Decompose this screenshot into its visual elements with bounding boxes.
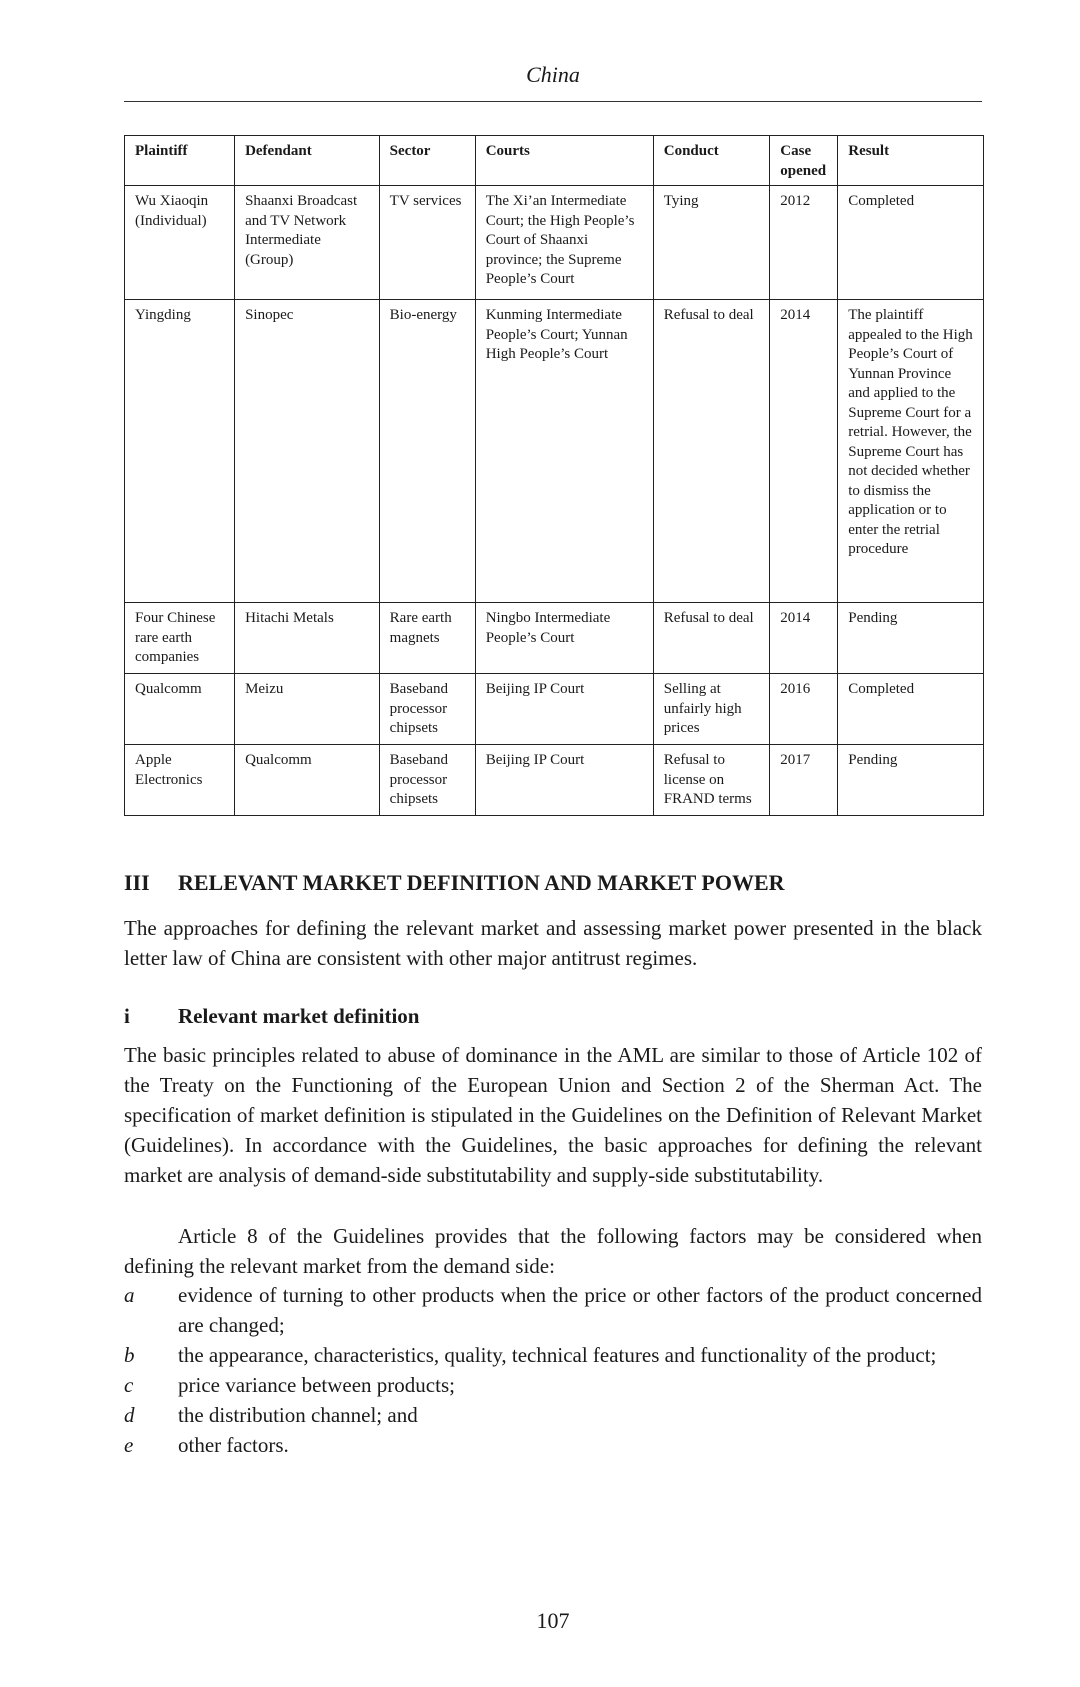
- table-row: [125, 745, 984, 816]
- header-courts: Courts: [475, 136, 653, 186]
- list-marker: b: [124, 1343, 135, 1367]
- cell-conduct: Refusal to deal: [653, 300, 770, 603]
- section-number: III: [124, 870, 150, 895]
- cell-conduct: Tying: [653, 186, 770, 300]
- cell-result: Completed: [838, 186, 984, 300]
- list-marker: a: [124, 1283, 135, 1307]
- list-item-text: evidence of turning to other products when the price or other factors of the product concerned are changed;: [178, 1283, 982, 1337]
- cell-defendant: Shaanxi Broadcast and TV Network Intermediate (Group): [235, 186, 380, 300]
- list-item-text: the appearance, characteristics, quality, technical features and functionality of the product;: [178, 1343, 937, 1367]
- table-header-row: [125, 136, 984, 186]
- table-row: [125, 300, 984, 603]
- cell-sector: Baseband processor chipsets: [379, 674, 475, 745]
- cases-table: [124, 135, 984, 816]
- cell-plaintiff: Yingding: [125, 300, 235, 603]
- body-paragraph-1: The basic principles related to abuse of dominance in the AML are similar to those of Article 102 of the Treaty on the Functioning of the European Union and Section 2 of the Sherman Act. The specification of market definition is stipulated in the Guidelines on the Definition of Relevant Market (Guidelines). In accordance with the Guidelines, the basic approaches for defining the relevant market are analysis of demand-side substitutability and supply-side substitutability.: [124, 1043, 982, 1187]
- header-defendant: Defendant: [235, 136, 380, 186]
- body-paragraph-2: Article 8 of the Guidelines provides that the following factors may be considered when defining the relevant market from the demand side:: [124, 1224, 982, 1278]
- header-rule: [124, 101, 982, 102]
- cell-courts: The Xi’an Intermediate Court; the High People’s Court of Shaanxi province; the Supreme People’s Court: [475, 186, 653, 300]
- list-item: [124, 1370, 982, 1400]
- running-head: China: [526, 62, 580, 87]
- cell-case-opened: 2017: [770, 745, 838, 816]
- cell-conduct: Refusal to license on FRAND terms: [653, 745, 770, 816]
- list-marker: e: [124, 1433, 134, 1457]
- cell-plaintiff: Qualcomm: [125, 674, 235, 745]
- cell-conduct: Refusal to deal: [653, 603, 770, 674]
- section-heading: [124, 870, 982, 896]
- list-marker: c: [124, 1373, 134, 1397]
- cell-case-opened: 2016: [770, 674, 838, 745]
- cell-defendant: Sinopec: [235, 300, 380, 603]
- list-item: [124, 1280, 982, 1340]
- table-row: [125, 674, 984, 745]
- cell-sector: Rare earth magnets: [379, 603, 475, 674]
- cell-plaintiff: Four Chinese rare earth companies: [125, 603, 235, 674]
- list-item: [124, 1400, 982, 1430]
- cell-sector: Baseband processor chipsets: [379, 745, 475, 816]
- list-item: [124, 1340, 982, 1370]
- section-title: RELEVANT MARKET DEFINITION AND MARKET POWER: [178, 870, 785, 895]
- subsection-number: i: [124, 1004, 130, 1028]
- cell-sector: TV services: [379, 186, 475, 300]
- cell-plaintiff: Apple Electronics: [125, 745, 235, 816]
- cell-plaintiff: Wu Xiaoqin (Individual): [125, 186, 235, 300]
- cell-courts: Ningbo Intermediate People’s Court: [475, 603, 653, 674]
- cell-case-opened: 2014: [770, 300, 838, 603]
- cell-courts: Beijing IP Court: [475, 745, 653, 816]
- cell-result: Completed: [838, 674, 984, 745]
- cell-sector: Bio-energy: [379, 300, 475, 603]
- cell-result: The plaintiff appealed to the High People’s Court of Yunnan Province and applied to the Supreme Court for a retrial. However, the Supreme Court has not decided whether to dismiss the application or to enter the retrial procedure: [838, 300, 984, 603]
- list-item: [124, 1430, 982, 1460]
- cell-case-opened: 2012: [770, 186, 838, 300]
- table-row: [125, 186, 984, 300]
- header-case-opened: Case opened: [770, 136, 838, 186]
- cell-courts: Kunming Intermediate People’s Court; Yunnan High People’s Court: [475, 300, 653, 603]
- cell-result: Pending: [838, 745, 984, 816]
- cell-courts: Beijing IP Court: [475, 674, 653, 745]
- table-row: [125, 603, 984, 674]
- factor-list: [124, 1280, 982, 1460]
- cell-case-opened: 2014: [770, 603, 838, 674]
- section-intro-paragraph: The approaches for defining the relevant market and assessing market power presented in the black letter law of China are consistent with other major antitrust regimes.: [124, 916, 982, 970]
- cell-result: Pending: [838, 603, 984, 674]
- header-sector: Sector: [379, 136, 475, 186]
- header-plaintiff: Plaintiff: [125, 136, 235, 186]
- page-number: 107: [536, 1608, 570, 1633]
- subsection-title: Relevant market definition: [178, 1004, 420, 1028]
- subsection-heading: [124, 1004, 982, 1029]
- cell-defendant: Hitachi Metals: [235, 603, 380, 674]
- cell-conduct: Selling at unfairly high prices: [653, 674, 770, 745]
- cell-defendant: Qualcomm: [235, 745, 380, 816]
- list-item-text: other factors.: [178, 1433, 289, 1457]
- header-conduct: Conduct: [653, 136, 770, 186]
- list-item-text: the distribution channel; and: [178, 1403, 418, 1427]
- list-marker: d: [124, 1403, 135, 1427]
- header-result: Result: [838, 136, 984, 186]
- cell-defendant: Meizu: [235, 674, 380, 745]
- list-item-text: price variance between products;: [178, 1373, 455, 1397]
